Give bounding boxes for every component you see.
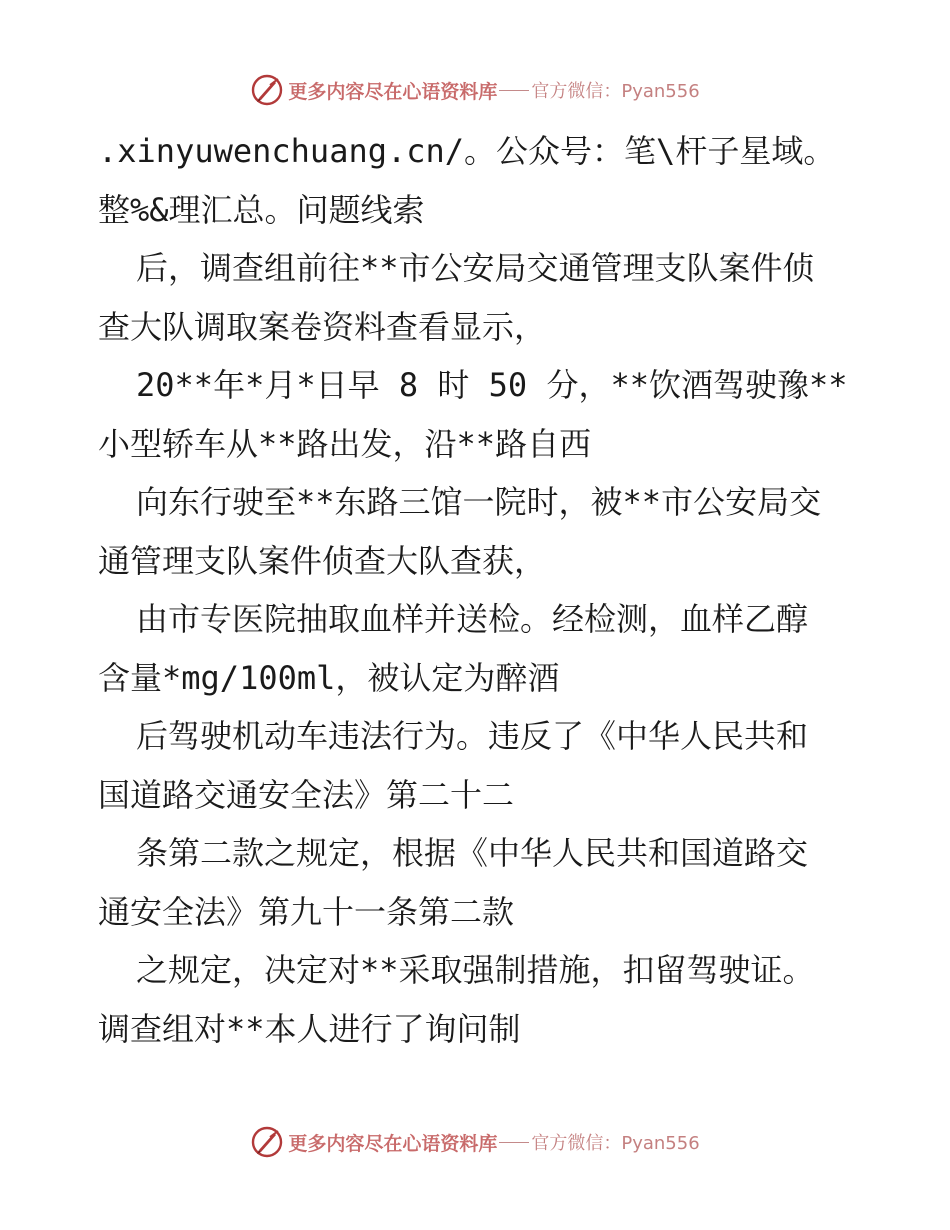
quill-logo-icon [250, 73, 284, 107]
body-line: 查大队调取案卷资料查看显示， [98, 307, 547, 346]
body-line: 国道路交通安全法》第二十二 [98, 775, 515, 814]
body-line: 由市专医院抽取血样并送检。经检测，血样乙醇 [136, 600, 809, 638]
header-wechat-text: 官方微信：Pyan556 [531, 81, 700, 102]
body-line: 后，调查组前往**市公安局交通管理支队案件侦 [136, 249, 815, 287]
body-line: 20**年*月*日早 8 时 50 分，**饮酒驾驶豫** [136, 366, 848, 404]
body-line: 整%&理汇总。问题线索 [98, 190, 425, 229]
body-line: 通管理支队案件侦查大队查获， [98, 541, 547, 580]
footer-promo-text: 更多内容尽在心语资料库 [288, 1132, 498, 1155]
header-promo-text: 更多内容尽在心语资料库 [288, 80, 498, 103]
document-body [98, 122, 858, 1058]
header-banner [0, 70, 950, 110]
footer-dash [499, 1142, 529, 1143]
footer-wechat-text: 官方微信：Pyan556 [531, 1133, 700, 1154]
body-line: 通安全法》第九十一条第二款 [98, 892, 515, 931]
quill-logo-icon [250, 1125, 284, 1159]
body-line: 之规定，决定对**采取强制措施，扣留驾驶证。 [136, 951, 815, 989]
body-line: 调查组对**本人进行了询问制 [98, 1009, 521, 1048]
body-line: 含量*mg/100ml，被认定为醉酒 [98, 658, 560, 697]
body-line: 后驾驶机动车违法行为。违反了《中华人民共和 [136, 717, 809, 755]
footer-banner [0, 1122, 950, 1162]
body-line: 小型轿车从**路出发，沿**路自西 [98, 424, 592, 463]
body-line: 条第二款之规定，根据《中华人民共和国道路交 [136, 834, 809, 872]
body-line: .xinyuwenchuang.cn/。公众号：笔\杆子星域。 [98, 132, 836, 170]
header-dash [499, 90, 529, 91]
body-line: 向东行驶至**东路三馆一院时，被**市公安局交 [136, 483, 822, 521]
